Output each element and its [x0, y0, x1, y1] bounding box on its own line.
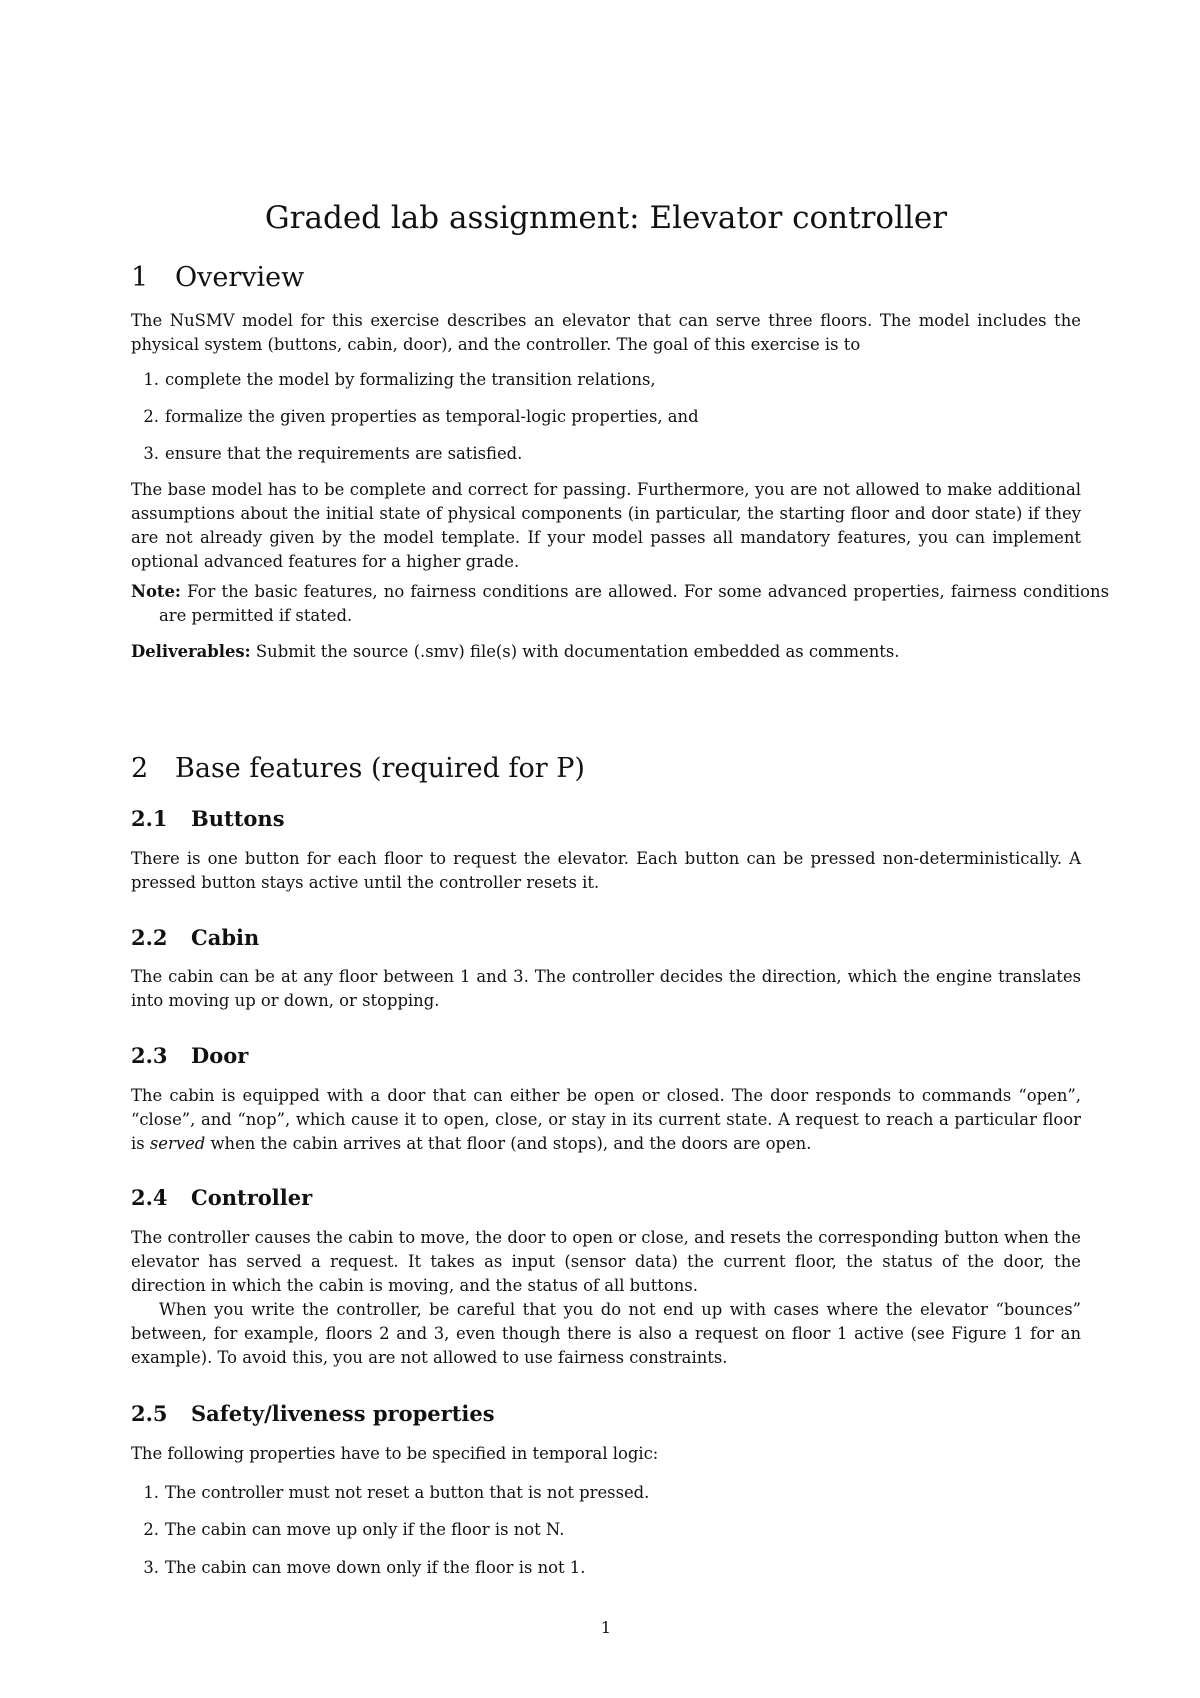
section-title: Overview — [175, 262, 305, 293]
cabin-paragraph: The cabin can be at any floor between 1 and 3. The controller decides the direction, which the engine translates into moving up or down, or stopping. — [131, 967, 1081, 1010]
overview-intro: The NuSMV model for this exercise describes an elevator that can serve three floors. The model includes the physical system (buttons, cabin, door), and the controller. The goal of this exercise is to — [131, 311, 1081, 354]
deliverables-paragraph — [131, 640, 1081, 664]
list-item: 1. The controller must not reset a button that is not pressed. — [143, 1483, 650, 1502]
buttons-paragraph: There is one button for each floor to request the elevator. Each button can be pressed non-deterministically. A pressed button stays active until the controller resets it. — [131, 849, 1081, 892]
controller-paragraph-2: When you write the controller, be careful that you do not end up with cases where the elevator “bounces” between, for example, floors 2 and 3, even though there is also a request on floor 1 active (see Figure 1 for an example). To avoid this, you are not allowed to use fairness constraints. — [131, 1300, 1081, 1367]
note-text: For the basic features, no fairness conditions are allowed. For some advanced properties, fairness conditions are permitted if stated. — [159, 582, 1109, 625]
list-item: 3. ensure that the requirements are satisfied. — [143, 444, 523, 463]
list-item: 3. The cabin can move down only if the floor is not 1. — [143, 1558, 586, 1577]
subsection-buttons-heading: 2.1 Buttons — [131, 806, 285, 831]
door-paragraph: The cabin is equipped with a door that can either be open or closed. The door responds to commands “open”, “close”, and “nop”, which cause it to open, close, or stay in its current state. A request to reach a particular floor is served when the cabin arrives at that floor (and stops), and the doors are open. — [131, 1086, 1081, 1153]
subsection-properties-heading: 2.5 Safety/liveness properties — [131, 1401, 495, 1426]
list-item: 1. complete the model by formalizing the transition relations, — [143, 370, 656, 389]
served-emphasis: served — [149, 1134, 206, 1153]
list-item: 2. formalize the given properties as temporal-logic properties, and — [143, 407, 699, 426]
section-number: 1 — [131, 262, 149, 293]
base-model-paragraph: The base model has to be complete and correct for passing. Furthermore, you are not allowed to make additional assumptions about the initial state of physical components (in particular, the starting floor and door state) if they are not already given by the model template. If your model passes all mandatory features, you can implement optional advanced features for a higher grade. — [131, 480, 1081, 571]
list-item: 2. The cabin can move up only if the floor is not N. — [143, 1520, 565, 1539]
section-1-heading — [131, 262, 304, 293]
subsection-cabin-heading: 2.2 Cabin — [131, 925, 260, 950]
deliverables-label: Deliverables: — [131, 642, 251, 661]
section-number: 2 — [131, 753, 149, 784]
subsection-controller-heading: 2.4 Controller — [131, 1185, 313, 1210]
note-label: Note: — [131, 582, 181, 601]
deliverables-text: Submit the source (.smv) file(s) with documentation embedded as comments. — [255, 642, 900, 661]
properties-intro: The following properties have to be specified in temporal logic: — [131, 1444, 659, 1463]
section-2-heading — [131, 753, 585, 784]
section-title: Base features (required for P) — [175, 753, 585, 784]
note-paragraph — [131, 580, 1109, 628]
page-number: 1 — [600, 1618, 612, 1637]
controller-paragraph-1: The controller causes the cabin to move, the door to open or close, and resets the corresponding button when the elevator has served a request. It takes as input (sensor data) the current floor, the status of the door, the direction in which the cabin is moving, and the status of all buttons. — [131, 1228, 1081, 1295]
subsection-door-heading: 2.3 Door — [131, 1043, 249, 1068]
document-title: Graded lab assignment: Elevator controller — [264, 200, 948, 236]
